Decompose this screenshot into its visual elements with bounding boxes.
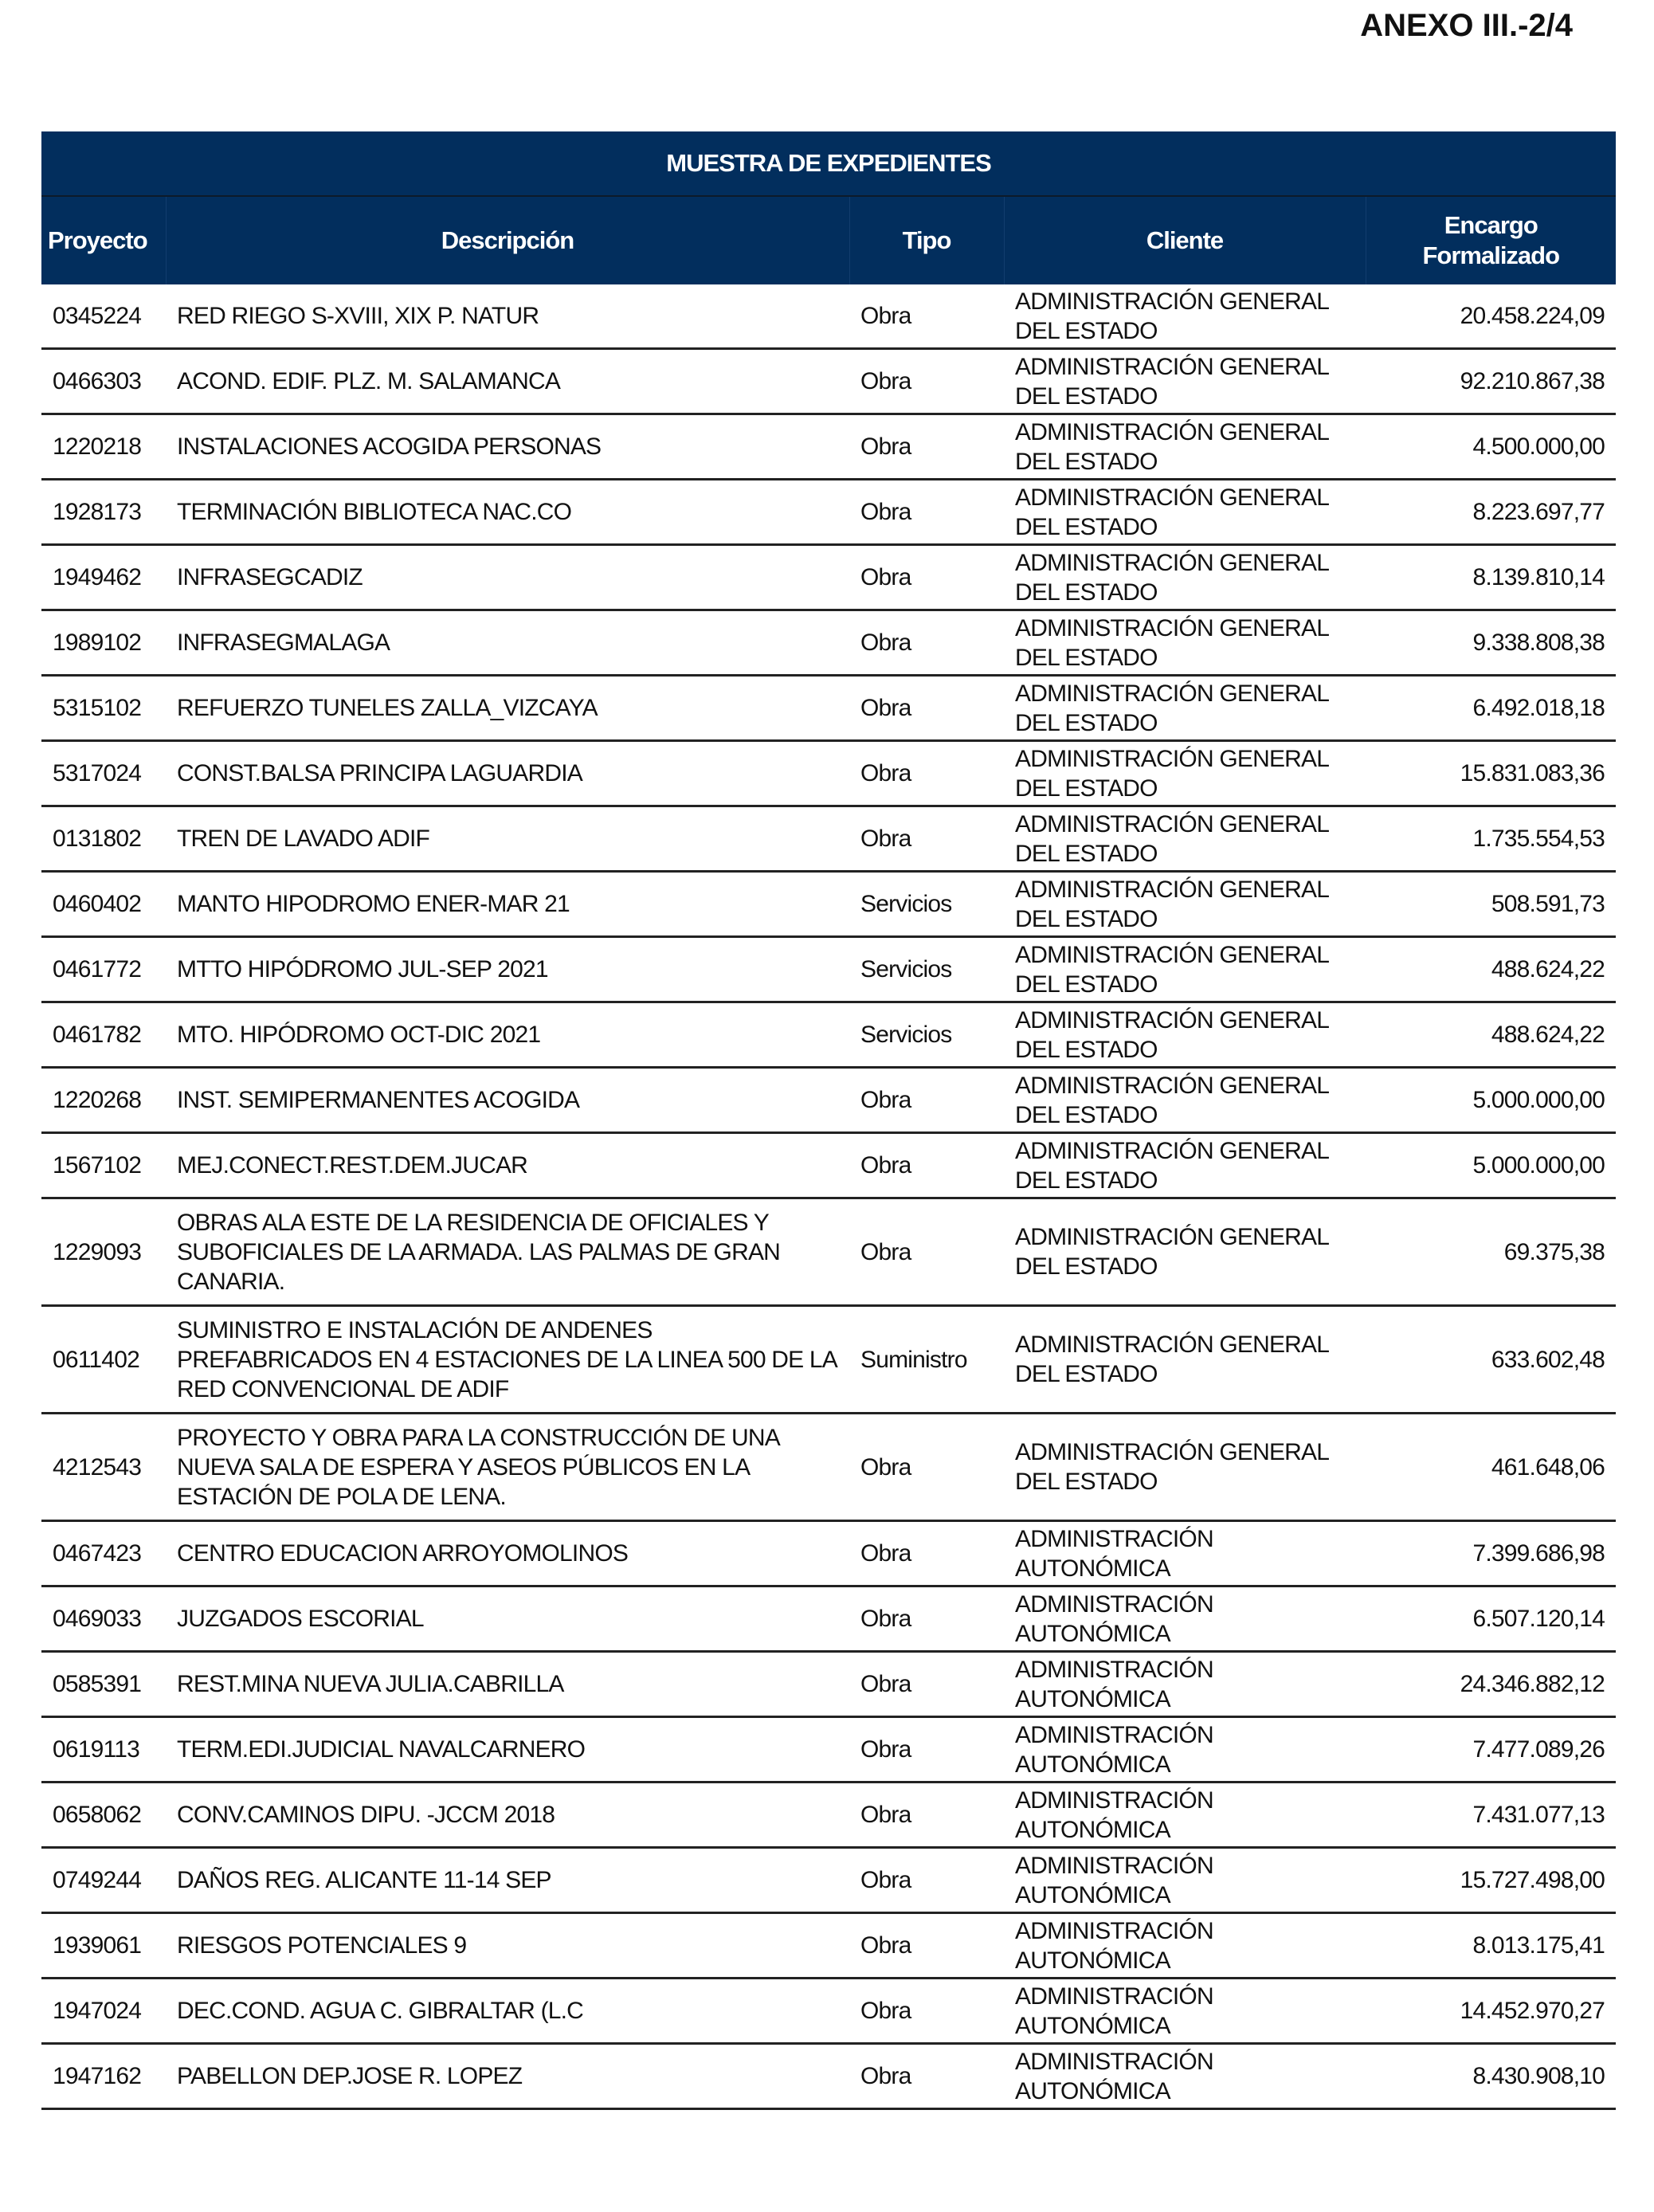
cell-tipo: Obra xyxy=(849,1652,1004,1717)
cell-proyecto: 1947162 xyxy=(41,2044,166,2109)
cell-tipo: Obra xyxy=(849,741,1004,806)
cell-proyecto: 0461772 xyxy=(41,937,166,1002)
cell-proyecto: 1989102 xyxy=(41,610,166,676)
table-row xyxy=(41,1652,1616,1717)
cell-proyecto: 1220218 xyxy=(41,414,166,480)
cell-descripcion: PABELLON DEP.JOSE R. LOPEZ xyxy=(166,2044,849,2109)
cell-descripcion: INST. SEMIPERMANENTES ACOGIDA xyxy=(166,1068,849,1133)
cell-descripcion: ACOND. EDIF. PLZ. M. SALAMANCA xyxy=(166,349,849,414)
table-row xyxy=(41,1848,1616,1913)
table-row xyxy=(41,610,1616,676)
cell-cliente: ADMINISTRACIÓN GENERAL DEL ESTADO xyxy=(1004,284,1366,349)
cell-tipo: Obra xyxy=(849,284,1004,349)
cell-proyecto: 1229093 xyxy=(41,1198,166,1306)
table-row xyxy=(41,1913,1616,1979)
cell-proyecto: 0749244 xyxy=(41,1848,166,1913)
table-row xyxy=(41,872,1616,937)
cell-cliente: ADMINISTRACIÓN GENERAL DEL ESTADO xyxy=(1004,349,1366,414)
cell-tipo: Obra xyxy=(849,1913,1004,1979)
cell-proyecto: 1928173 xyxy=(41,480,166,545)
cell-encargo: 24.346.882,12 xyxy=(1366,1652,1616,1717)
cell-descripcion: RED RIEGO S-XVIII, XIX P. NATUR xyxy=(166,284,849,349)
table-row xyxy=(41,1979,1616,2044)
table-title: MUESTRA DE EXPEDIENTES xyxy=(41,131,1616,196)
cell-descripcion: CONST.BALSA PRINCIPA LAGUARDIA xyxy=(166,741,849,806)
cell-tipo: Servicios xyxy=(849,1002,1004,1068)
cell-encargo: 6.492.018,18 xyxy=(1366,676,1616,741)
cell-proyecto: 0467423 xyxy=(41,1521,166,1586)
cell-descripcion: DAÑOS REG. ALICANTE 11-14 SEP xyxy=(166,1848,849,1913)
cell-tipo: Obra xyxy=(849,1521,1004,1586)
cell-descripcion: INFRASEGMALAGA xyxy=(166,610,849,676)
cell-proyecto: 0469033 xyxy=(41,1586,166,1652)
cell-encargo: 15.727.498,00 xyxy=(1366,1848,1616,1913)
table-row xyxy=(41,349,1616,414)
cell-descripcion: INSTALACIONES ACOGIDA PERSONAS xyxy=(166,414,849,480)
cell-encargo: 6.507.120,14 xyxy=(1366,1586,1616,1652)
cell-encargo: 461.648,06 xyxy=(1366,1414,1616,1521)
header-encargo-formalizado: Encargo Formalizado xyxy=(1366,196,1616,284)
cell-descripcion: CENTRO EDUCACION ARROYOMOLINOS xyxy=(166,1521,849,1586)
cell-tipo: Obra xyxy=(849,545,1004,610)
cell-tipo: Obra xyxy=(849,1979,1004,2044)
table-row xyxy=(41,414,1616,480)
cell-descripcion: MANTO HIPODROMO ENER-MAR 21 xyxy=(166,872,849,937)
expedientes-table xyxy=(41,131,1616,2110)
cell-proyecto: 0611402 xyxy=(41,1306,166,1414)
table-row xyxy=(41,2044,1616,2109)
cell-proyecto: 0345224 xyxy=(41,284,166,349)
cell-encargo: 7.431.077,13 xyxy=(1366,1783,1616,1848)
cell-proyecto: 1949462 xyxy=(41,545,166,610)
cell-descripcion: CONV.CAMINOS DIPU. -JCCM 2018 xyxy=(166,1783,849,1848)
cell-descripcion: OBRAS ALA ESTE DE LA RESIDENCIA DE OFICIALES Y SUBOFICIALES DE LA ARMADA. LAS PALMAS DE GRAN CANARIA. xyxy=(166,1198,849,1306)
cell-cliente: ADMINISTRACIÓN GENERAL DEL ESTADO xyxy=(1004,545,1366,610)
table-row xyxy=(41,1133,1616,1198)
cell-tipo: Suministro xyxy=(849,1306,1004,1414)
cell-cliente: ADMINISTRACIÓN GENERAL DEL ESTADO xyxy=(1004,1414,1366,1521)
cell-descripcion: TREN DE LAVADO ADIF xyxy=(166,806,849,872)
cell-encargo: 14.452.970,27 xyxy=(1366,1979,1616,2044)
cell-tipo: Obra xyxy=(849,349,1004,414)
cell-cliente: ADMINISTRACIÓN GENERAL DEL ESTADO xyxy=(1004,1198,1366,1306)
cell-proyecto: 1567102 xyxy=(41,1133,166,1198)
cell-cliente: ADMINISTRACIÓN AUTONÓMICA xyxy=(1004,1979,1366,2044)
cell-proyecto: 0460402 xyxy=(41,872,166,937)
cell-cliente: ADMINISTRACIÓN GENERAL DEL ESTADO xyxy=(1004,414,1366,480)
cell-tipo: Obra xyxy=(849,480,1004,545)
cell-tipo: Obra xyxy=(849,1198,1004,1306)
table-body xyxy=(41,284,1616,2109)
header-cliente: Cliente xyxy=(1004,196,1366,284)
table-row xyxy=(41,1521,1616,1586)
table-row xyxy=(41,1414,1616,1521)
cell-tipo: Obra xyxy=(849,414,1004,480)
table-row xyxy=(41,676,1616,741)
cell-cliente: ADMINISTRACIÓN GENERAL DEL ESTADO xyxy=(1004,1068,1366,1133)
cell-tipo: Obra xyxy=(849,1133,1004,1198)
cell-encargo: 69.375,38 xyxy=(1366,1198,1616,1306)
cell-tipo: Servicios xyxy=(849,937,1004,1002)
cell-tipo: Servicios xyxy=(849,872,1004,937)
cell-encargo: 8.139.810,14 xyxy=(1366,545,1616,610)
cell-cliente: ADMINISTRACIÓN AUTONÓMICA xyxy=(1004,1521,1366,1586)
cell-proyecto: 0466303 xyxy=(41,349,166,414)
cell-descripcion: REST.MINA NUEVA JULIA.CABRILLA xyxy=(166,1652,849,1717)
cell-descripcion: MEJ.CONECT.REST.DEM.JUCAR xyxy=(166,1133,849,1198)
cell-encargo: 8.430.908,10 xyxy=(1366,2044,1616,2109)
table-row xyxy=(41,937,1616,1002)
cell-cliente: ADMINISTRACIÓN GENERAL DEL ESTADO xyxy=(1004,806,1366,872)
cell-cliente: ADMINISTRACIÓN GENERAL DEL ESTADO xyxy=(1004,676,1366,741)
cell-tipo: Obra xyxy=(849,1717,1004,1783)
cell-cliente: ADMINISTRACIÓN AUTONÓMICA xyxy=(1004,1652,1366,1717)
cell-cliente: ADMINISTRACIÓN AUTONÓMICA xyxy=(1004,1586,1366,1652)
cell-descripcion: INFRASEGCADIZ xyxy=(166,545,849,610)
cell-cliente: ADMINISTRACIÓN AUTONÓMICA xyxy=(1004,1848,1366,1913)
header-proyecto: Proyecto xyxy=(41,196,166,284)
cell-proyecto: 1939061 xyxy=(41,1913,166,1979)
cell-proyecto: 0619113 xyxy=(41,1717,166,1783)
cell-encargo: 7.399.686,98 xyxy=(1366,1521,1616,1586)
cell-encargo: 5.000.000,00 xyxy=(1366,1068,1616,1133)
cell-cliente: ADMINISTRACIÓN GENERAL DEL ESTADO xyxy=(1004,872,1366,937)
cell-encargo: 92.210.867,38 xyxy=(1366,349,1616,414)
cell-tipo: Obra xyxy=(849,676,1004,741)
table-row xyxy=(41,480,1616,545)
cell-tipo: Obra xyxy=(849,1414,1004,1521)
cell-encargo: 5.000.000,00 xyxy=(1366,1133,1616,1198)
cell-cliente: ADMINISTRACIÓN GENERAL DEL ESTADO xyxy=(1004,741,1366,806)
table-row xyxy=(41,1586,1616,1652)
cell-descripcion: MTO. HIPÓDROMO OCT-DIC 2021 xyxy=(166,1002,849,1068)
cell-cliente: ADMINISTRACIÓN AUTONÓMICA xyxy=(1004,1913,1366,1979)
cell-encargo: 4.500.000,00 xyxy=(1366,414,1616,480)
cell-descripcion: SUMINISTRO E INSTALACIÓN DE ANDENES PREFABRICADOS EN 4 ESTACIONES DE LA LINEA 500 DE LA RED CONVENCIONAL DE ADIF xyxy=(166,1306,849,1414)
table-row xyxy=(41,1198,1616,1306)
cell-proyecto: 5315102 xyxy=(41,676,166,741)
cell-proyecto: 0131802 xyxy=(41,806,166,872)
table-row xyxy=(41,741,1616,806)
cell-cliente: ADMINISTRACIÓN GENERAL DEL ESTADO xyxy=(1004,480,1366,545)
cell-proyecto: 4212543 xyxy=(41,1414,166,1521)
cell-encargo: 9.338.808,38 xyxy=(1366,610,1616,676)
cell-cliente: ADMINISTRACIÓN AUTONÓMICA xyxy=(1004,1783,1366,1848)
cell-encargo: 488.624,22 xyxy=(1366,937,1616,1002)
cell-cliente: ADMINISTRACIÓN AUTONÓMICA xyxy=(1004,2044,1366,2109)
cell-tipo: Obra xyxy=(849,1586,1004,1652)
cell-descripcion: MTTO HIPÓDROMO JUL-SEP 2021 xyxy=(166,937,849,1002)
table-row xyxy=(41,806,1616,872)
cell-encargo: 1.735.554,53 xyxy=(1366,806,1616,872)
cell-descripcion: RIESGOS POTENCIALES 9 xyxy=(166,1913,849,1979)
annex-label: ANEXO III.-2/4 xyxy=(1360,8,1573,43)
cell-descripcion: TERMINACIÓN BIBLIOTECA NAC.CO xyxy=(166,480,849,545)
cell-tipo: Obra xyxy=(849,2044,1004,2109)
header-descripcion: Descripción xyxy=(166,196,849,284)
cell-encargo: 508.591,73 xyxy=(1366,872,1616,937)
column-header-row xyxy=(41,196,1616,284)
cell-tipo: Obra xyxy=(849,1783,1004,1848)
cell-cliente: ADMINISTRACIÓN GENERAL DEL ESTADO xyxy=(1004,937,1366,1002)
table-title-row xyxy=(41,131,1616,196)
cell-encargo: 15.831.083,36 xyxy=(1366,741,1616,806)
cell-proyecto: 0658062 xyxy=(41,1783,166,1848)
header-tipo: Tipo xyxy=(849,196,1004,284)
cell-proyecto: 1220268 xyxy=(41,1068,166,1133)
cell-tipo: Obra xyxy=(849,806,1004,872)
cell-descripcion: TERM.EDI.JUDICIAL NAVALCARNERO xyxy=(166,1717,849,1783)
table-row xyxy=(41,1002,1616,1068)
cell-proyecto: 0461782 xyxy=(41,1002,166,1068)
cell-cliente: ADMINISTRACIÓN GENERAL DEL ESTADO xyxy=(1004,610,1366,676)
cell-encargo: 633.602,48 xyxy=(1366,1306,1616,1414)
table-row xyxy=(41,545,1616,610)
cell-cliente: ADMINISTRACIÓN GENERAL DEL ESTADO xyxy=(1004,1133,1366,1198)
cell-encargo: 488.624,22 xyxy=(1366,1002,1616,1068)
cell-cliente: ADMINISTRACIÓN AUTONÓMICA xyxy=(1004,1717,1366,1783)
cell-descripcion: REFUERZO TUNELES ZALLA_VIZCAYA xyxy=(166,676,849,741)
cell-encargo: 7.477.089,26 xyxy=(1366,1717,1616,1783)
cell-cliente: ADMINISTRACIÓN GENERAL DEL ESTADO xyxy=(1004,1002,1366,1068)
cell-encargo: 8.013.175,41 xyxy=(1366,1913,1616,1979)
cell-encargo: 8.223.697,77 xyxy=(1366,480,1616,545)
cell-tipo: Obra xyxy=(849,610,1004,676)
cell-descripcion: JUZGADOS ESCORIAL xyxy=(166,1586,849,1652)
table-row xyxy=(41,1717,1616,1783)
cell-cliente: ADMINISTRACIÓN GENERAL DEL ESTADO xyxy=(1004,1306,1366,1414)
cell-tipo: Obra xyxy=(849,1848,1004,1913)
cell-tipo: Obra xyxy=(849,1068,1004,1133)
table-row xyxy=(41,1306,1616,1414)
table-row xyxy=(41,1783,1616,1848)
cell-proyecto: 5317024 xyxy=(41,741,166,806)
cell-descripcion: DEC.COND. AGUA C. GIBRALTAR (L.C xyxy=(166,1979,849,2044)
cell-descripcion: PROYECTO Y OBRA PARA LA CONSTRUCCIÓN DE UNA NUEVA SALA DE ESPERA Y ASEOS PÚBLICOS EN LA ESTACIÓN DE POLA DE LENA. xyxy=(166,1414,849,1521)
table-row xyxy=(41,1068,1616,1133)
cell-encargo: 20.458.224,09 xyxy=(1366,284,1616,349)
cell-proyecto: 0585391 xyxy=(41,1652,166,1717)
cell-proyecto: 1947024 xyxy=(41,1979,166,2044)
table-row xyxy=(41,284,1616,349)
